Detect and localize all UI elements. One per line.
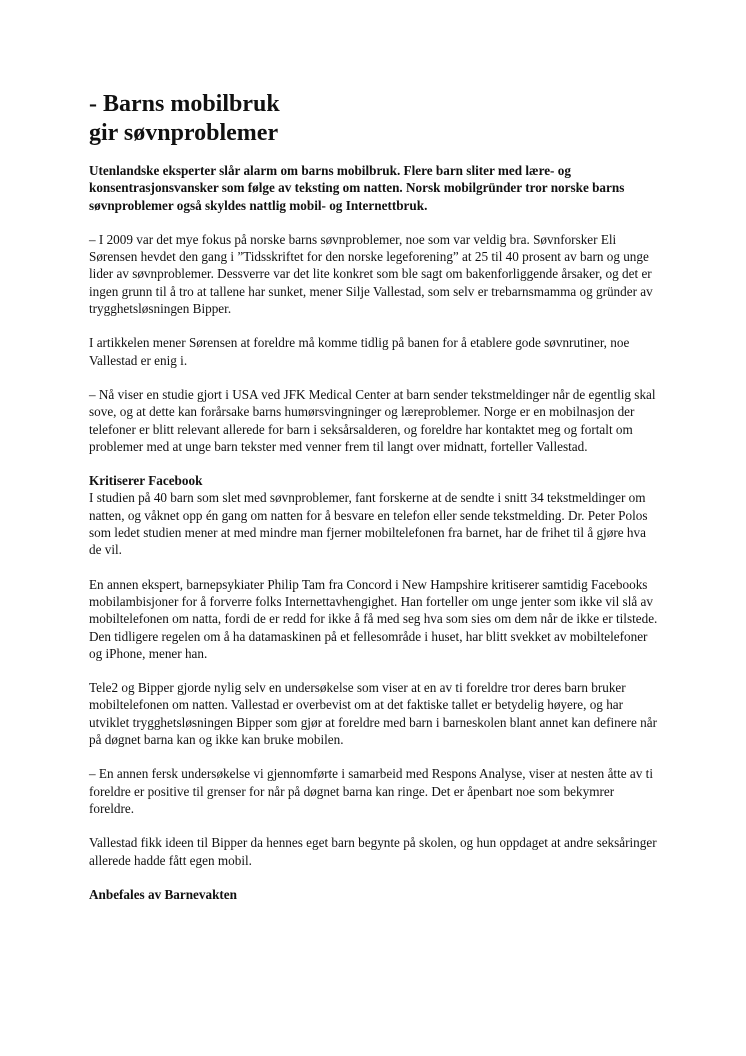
- document-page: [89, 90, 661, 903]
- body-paragraph: – I 2009 var det mye fokus på norske barns søvnproblemer, noe som var veldig bra. Søvnforsker Eli Sørensen hevdet den gang i ”Tidsskriftet for den norske legeforening” at 25 til 40 prosent av barn og unge lider av søvnproblemer. Dessverre var det lite konkret som ble sagt om bakenforliggende årsaker, og det er ingen grunn til å tro at tallene har sunket, mener Silje Vallestad, som selv er trebarnsmamma og gründer av trygghetsløsningen Bipper.: [89, 231, 653, 317]
- lead-paragraph: Utenlandske eksperter slår alarm om barns mobilbruk. Flere barn sliter med lære- og konsentrasjonsvansker som følge av teksting om natten. Norsk mobilgründer tror norske barns søvnproblemer også skyldes nattlig mobil- og Internettbruk.: [89, 163, 625, 213]
- body-paragraph: I artikkelen mener Sørensen at foreldre må komme tidlig på banen for å etablere gode søvnrutiner, noe Vallestad er enig i.: [89, 335, 630, 368]
- headline: [89, 90, 661, 148]
- subheading-anbefales: Anbefales av Barnevakten: [89, 886, 237, 902]
- body-paragraph: I studien på 40 barn som slet med søvnproblemer, fant forskerne at de sendte i snitt 34 tekstmeldinger om natten, og våknet opp én gang om natten for å besvare en telefon eller sende tekstmelding. Dr. Peter Polos som ledet studien mener at med mindre man fjerner mobiltelefonen fra barnet, har de frihet til å gjøre hva de vil.: [89, 490, 648, 558]
- body-paragraph: Tele2 og Bipper gjorde nylig selv en undersøkelse som viser at en av ti foreldre tror deres barn bruker mobiltelefonen om natten. Vallestad er overbevist om at det faktiske tallet er betydelig høyere, og har utviklet trygghetsløsningen Bipper som gjør at foreldre med barn i barneskolen blant annet kan definere når på døgnet barna kan og ikke kan bruke mobilen.: [89, 680, 657, 748]
- headline-line-2: gir søvnproblemer: [89, 120, 279, 146]
- headline-line-1: - Barns mobilbruk: [89, 91, 280, 117]
- body-paragraph: – Nå viser en studie gjort i USA ved JFK Medical Center at barn sender tekstmeldinger når de egentlig skal sove, og at dette kan forårsake barns humørsvingninger og læreproblemer. Norge er en mobilnasjon der telefoner er blitt relevant allerede for barn i seksårsalderen, og foreldre har kontaktet meg og fortalt om problemer med at unge barn tekster med venner frem til langt over midnatt, forteller Vallestad.: [89, 386, 656, 454]
- subheading-kritiserer-facebook: Kritiserer Facebook: [89, 473, 203, 489]
- body-paragraph: – En annen fersk undersøkelse vi gjennomførte i samarbeid med Respons Analyse, viser at nesten åtte av ti foreldre er positive til grenser for når på døgnet barna kan ringe. Det er åpenbart noe som bekymrer foreldre.: [89, 766, 653, 816]
- body-paragraph: Vallestad fikk ideen til Bipper da hennes eget barn begynte på skolen, og hun oppdaget at andre seksåringer allerede hadde fått egen mobil.: [89, 835, 657, 868]
- body-paragraph: En annen ekspert, barnepsykiater Philip Tam fra Concord i New Hampshire kritiserer samtidig Facebooks mobilambisjoner for å forverre folks Internettavhengighet. Han forteller om unge jenter som ikke vil slå av mobiltelefonen om natta, fordi de er redd for ikke å få med seg hva som sies om dem når de ikke er tilstede. Den tidligere regelen om å ha datamaskinen på et fellesområde i huset, har blitt svekket av mobiltelefoner og iPhone, mener han.: [89, 576, 658, 661]
